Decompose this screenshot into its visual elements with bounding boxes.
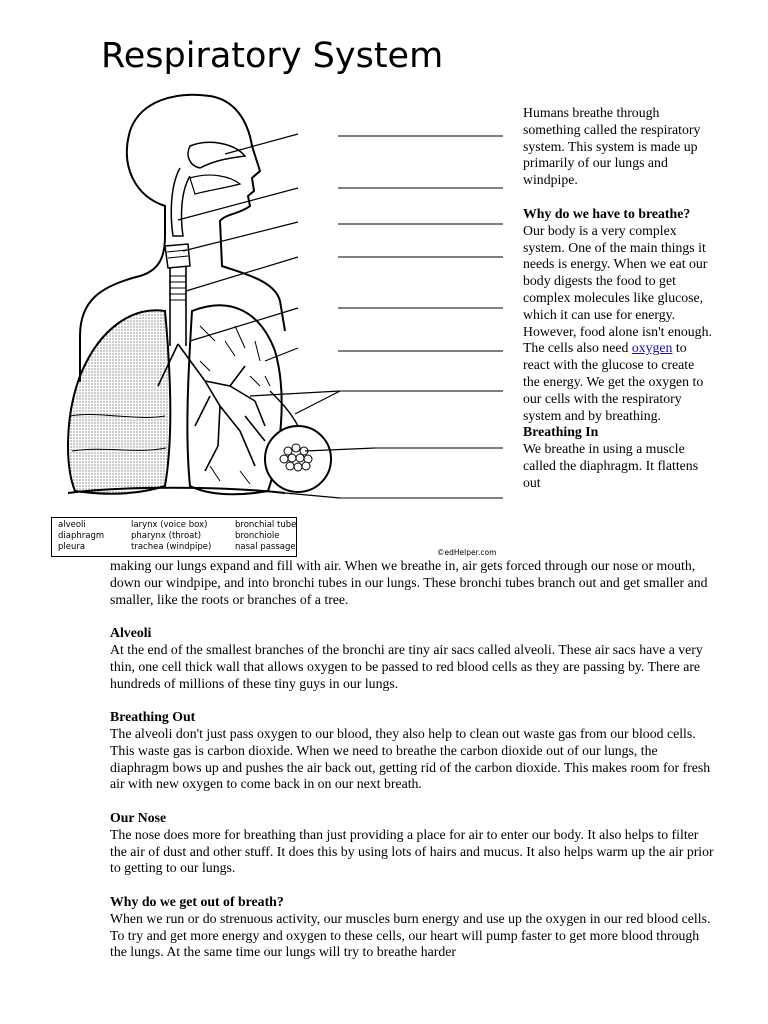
word-bank-term: pharynx (throat) — [131, 531, 202, 541]
right-column-text — [523, 105, 713, 492]
respiratory-diagram — [40, 86, 520, 516]
oxygen-link[interactable]: oxygen — [631, 340, 673, 356]
left-lung — [68, 310, 170, 493]
breathing-in-heading: Breathing In — [523, 424, 599, 440]
section-heading: Alveoli — [110, 625, 152, 641]
word-bank-term: pleura — [58, 542, 86, 552]
section-paragraph: The alveoli don't just pass oxygen to our blood, they also help to clean out waste gas from our blood cells. This waste gas is carbon dioxide. When we need to breathe the carbon dioxide out of our lungs, the diaphragm bows up and pushes the air back out, getting rid of the carbon dioxide. This makes room for fresh air with new oxygen to come back in on our next breath. — [110, 725, 711, 792]
word-bank — [51, 517, 297, 557]
word-bank-term: bronchial tube — [235, 520, 297, 530]
why-breathe-paragraph: Our body is a very complex system. One of the main things it needs is energy. When we eat our body digests the food to get complex molecules like glucose, which it can use for energy. However, food alone isn't enough. The cells also need oxygen to react with the glucose to create the energy. We get the oxygen to our cells with the respiratory system and by breathing. — [523, 222, 712, 423]
section-paragraph: When we run or do strenuous activity, our muscles burn energy and use up the oxygen in our red blood cells. To try and get more energy and oxygen to these cells, our heart will pump faster to get more blood through the lungs. At the same time our lungs will try to breathe harder — [110, 910, 711, 960]
word-bank-column — [131, 520, 235, 556]
word-bank-term: diaphragm — [58, 531, 105, 541]
word-bank-term: trachea (windpipe) — [131, 542, 212, 552]
intro-paragraph: Humans breathe through something called the respiratory system. This system is made up primarily of our lungs and windpipe. — [523, 105, 701, 188]
word-bank-term: nasal passage — [235, 542, 296, 552]
word-bank-column — [58, 520, 131, 556]
word-bank-column — [235, 520, 304, 556]
page-title: Respiratory System — [101, 36, 444, 76]
section-paragraph: The nose does more for breathing than just providing a place for air to enter our body. It also helps to filter the air of dust and other stuff. It does this by using lots of hairs and mucus. It also helps warm up the air prior to getting to our lungs. — [110, 826, 714, 876]
word-bank-term: bronchiole — [235, 531, 280, 541]
body-text — [110, 558, 714, 961]
copyright-credit: ©edHelper.com — [437, 548, 497, 557]
word-bank-term: alveoli — [58, 520, 86, 530]
section-paragraph: At the end of the smallest branches of the bronchi are tiny air sacs called alveoli. These air sacs have a very thin, one cell thick wall that allows oxygen to be passed to red blood cells as they are passing by. There are hundreds of millions of these tiny guys in our lungs. — [110, 641, 703, 691]
why-breathe-heading: Why do we have to breathe? — [523, 205, 691, 221]
section-heading: Why do we get out of breath? — [110, 893, 284, 909]
word-bank-term: larynx (voice box) — [131, 520, 208, 530]
section-heading: Our Nose — [110, 809, 167, 825]
breathing-in-paragraph-continued: making our lungs expand and fill with air. When we breathe in, air gets forced through our nose or mouth, down our windpipe, and into bronchi tubes in our lungs. These bronchi tubes branch out and get smaller and smaller, like the roots or branches of a tree. — [110, 558, 708, 607]
section-heading: Breathing Out — [110, 709, 196, 725]
breathing-in-paragraph-start: We breathe in using a muscle called the diaphragm. It flattens out — [523, 441, 699, 490]
